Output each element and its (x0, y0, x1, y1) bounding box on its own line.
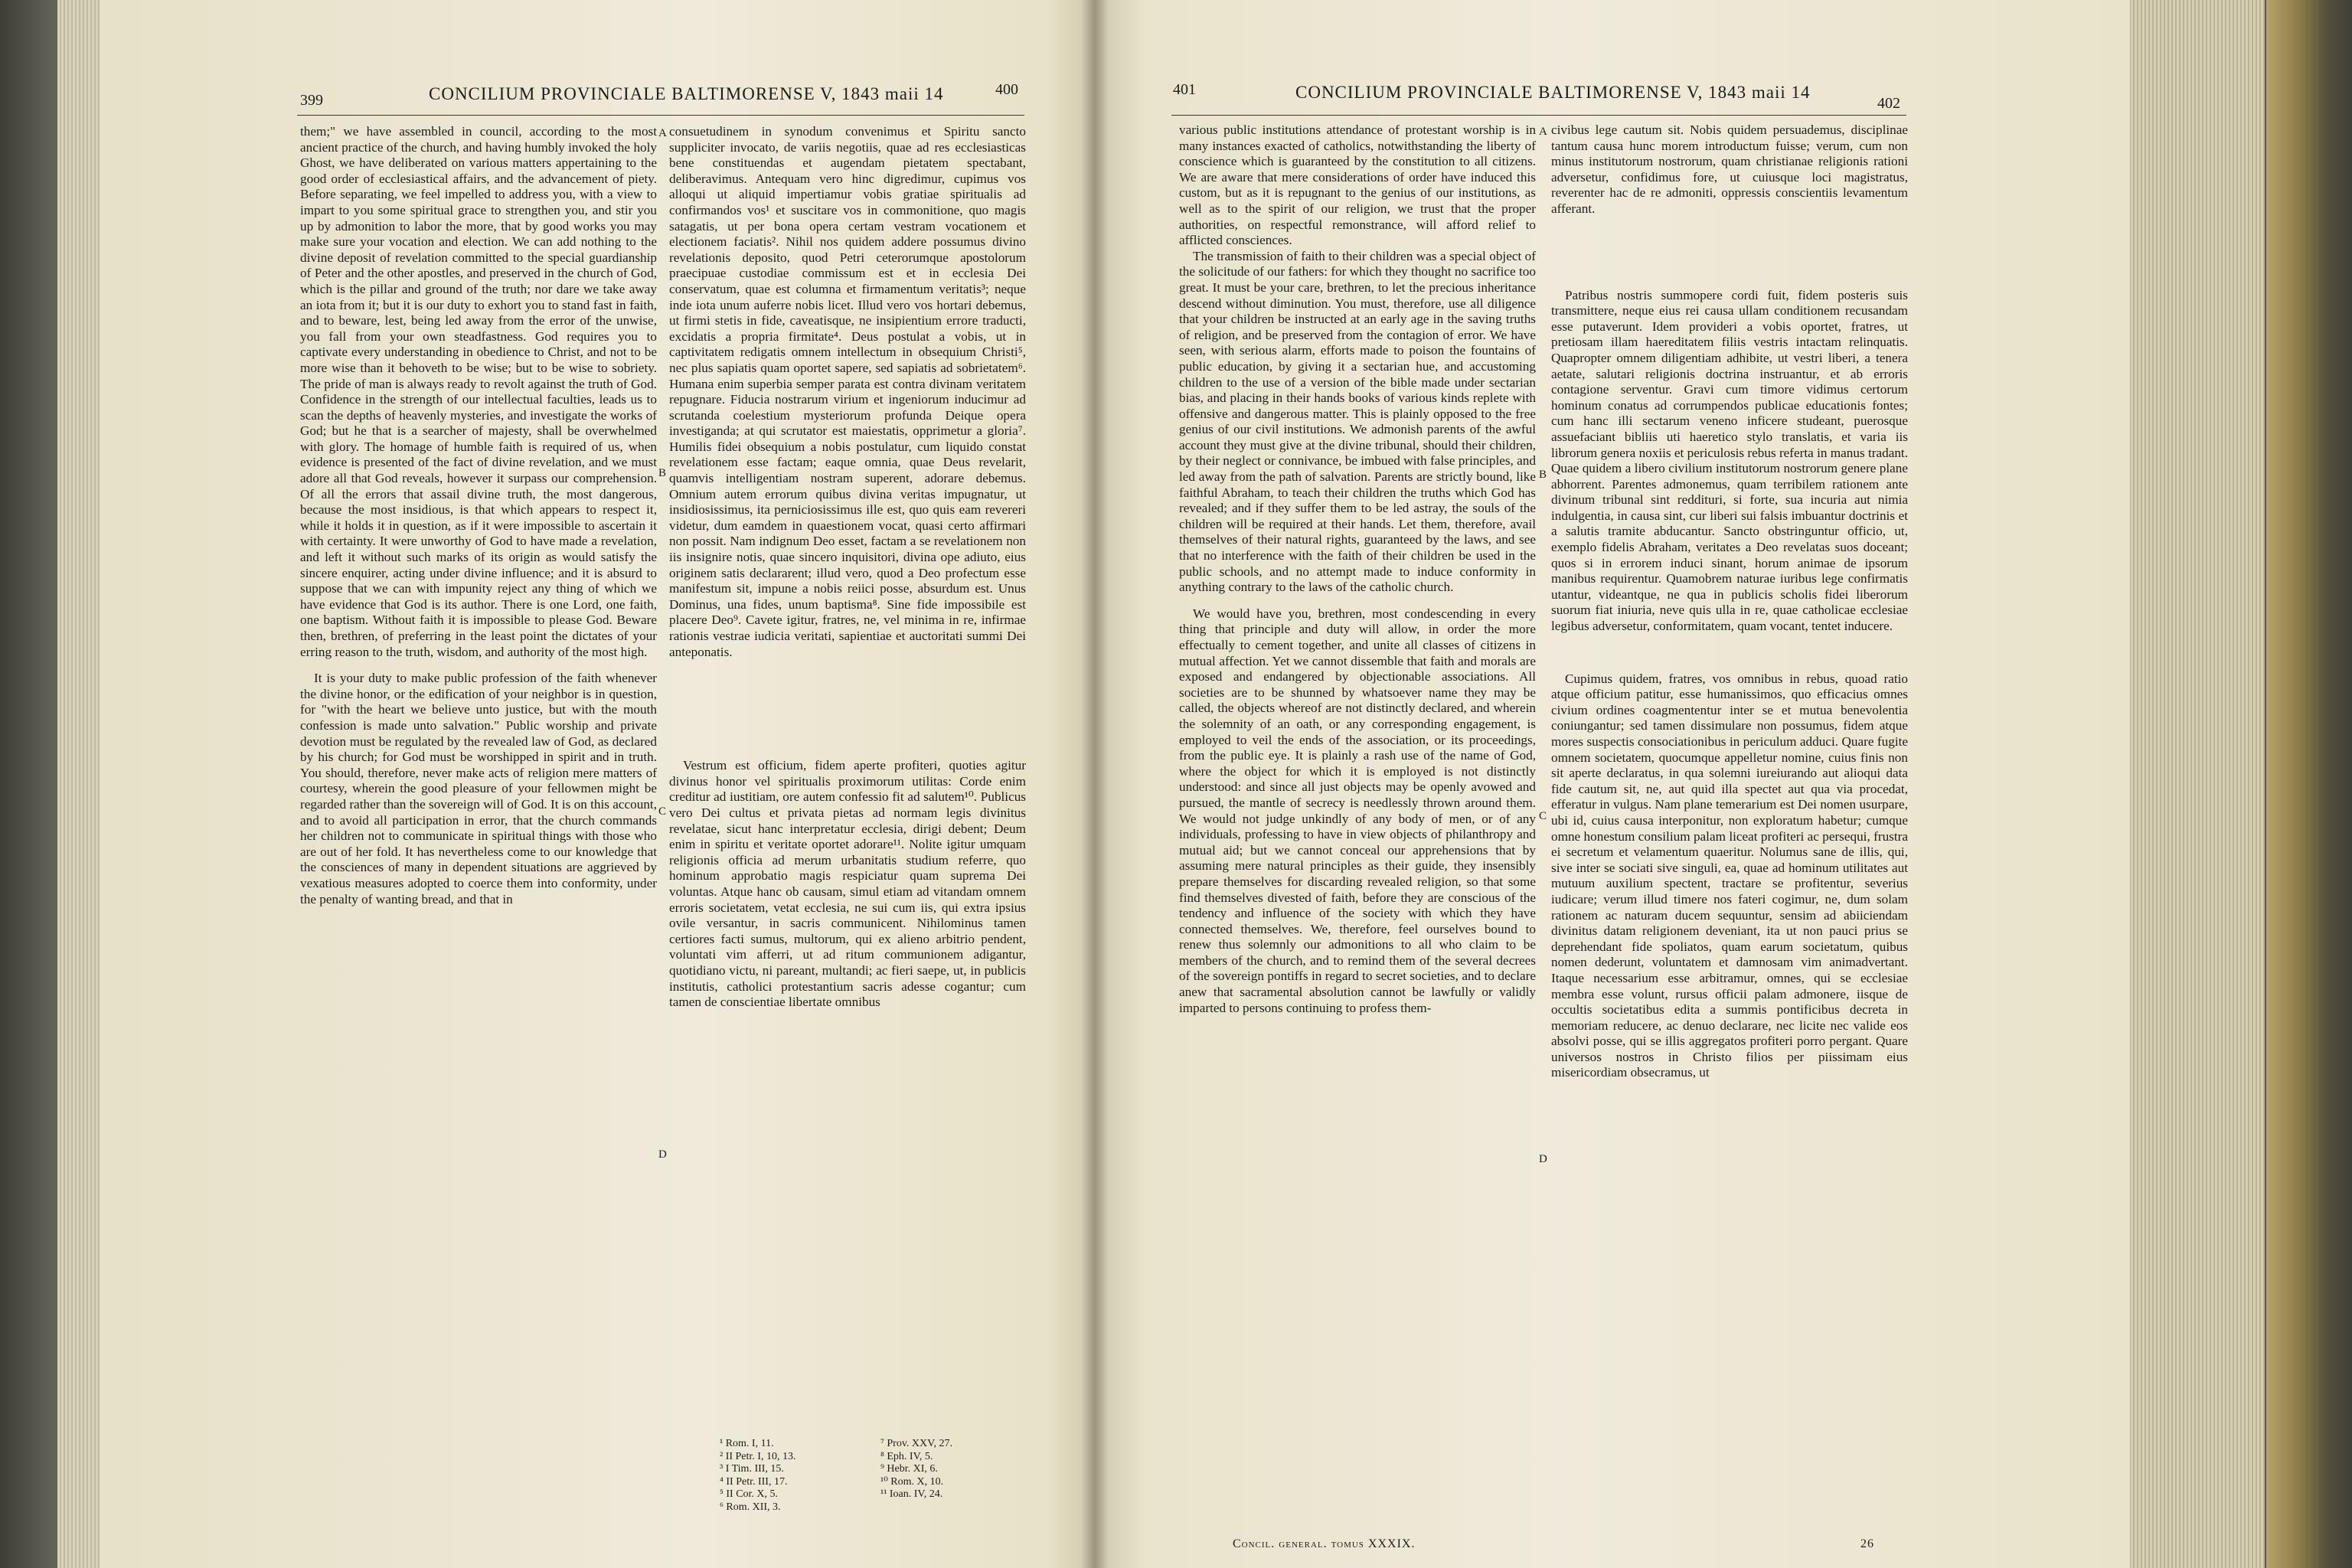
footnote: ³ I Tim. III, 15. (720, 1463, 784, 1475)
page-number-left-a: 399 (300, 92, 323, 109)
english-column-right (1179, 122, 1536, 1016)
header-rule-right (1171, 115, 1906, 116)
footer-signature: Concil. general. tomus XXXIX. (1233, 1537, 1416, 1550)
margin-mark: A (658, 127, 667, 139)
latin-paragraph: Cupimus quidem, fratres, vos omnibus in rebus, quoad ratio atque officium patitur, esse humanissimos, quo efficacius omnes civium ordines coagmententur inter se et mutua benevolentia coniungantur; sed tamen dissimulare non possumus, fidem atque mores suspectis consociationibus in periculum adduci. Quare fugite omnem societatem, quocumque appelletur nomine, cuius finis non sit aperte declaratus, in qua solemni iureiurando aut alioqui data fide cautum sit, ne, aut quid illa spectet aut qua via procedat, efferatur in vulgus. Nam plane temerarium est Dei nomen usurpare, ubi id, cuius causa interponitur, non exploratum habetur; cumque omne honestum consilium palam liceat profiteri ac persequi, frustra ei secretum et velamentum quaeritur. Nolumus sane de illis, qui, sive inter se sociati sive singuli, ea, quae ad hominum utilitates aut mutuum auxilium spectent, tractare se profitentur, severius iudicare; verum illud timere nos fateri cogimur, ne, dum solam rationem ac naturam ducem sequuntur, sensim ad abiiciendam divinitus datam religionem deveniant, ita ut non pauci prius se deprehendant fide spoliatos, quam earum societatum, quibus nomen dederunt, voluntatem et damnosam vim animadvertant. Itaque necessarium esse arbitramur, omnes, qui se ecclesiae membra esse volunt, rursus officii palam admonere, iisque de occultis societatibus edita a summis pontificibus decreta in memoriam reducere, ac denuo declarare, nec licite nec valide eos absolvi posse, qui se illis aggregatos profiteri porro pergant. Quare universos nostros in Christo filios per piissimam eius misericordiam obsecramus, ut (1551, 671, 1908, 1080)
page-edges-right (2127, 0, 2265, 1568)
left-page (100, 0, 1095, 1568)
footnotes-col2 (880, 1438, 952, 1501)
margin-mark: A (1539, 126, 1547, 138)
footer-number: 26 (1860, 1537, 1874, 1550)
latin-paragraph: consuetudinem in synodum convenimus et Spiritu sancto suppliciter invocato, de variis negotiis, quae ad res ecclesiasticas bene constituendas et augendam pietatem spectabant, deliberavimus. Antequam vero hinc digredimur, cupimus vos alloqui ut aliquid impertiamur vobis gratiae spiritualis ad confirmandos vos¹ et suscitare vos in commonitione, quo magis satagatis, ut per bona opera certam vestram vocationem et electionem faciatis². Nihil nos quidem addere possumus divino revelationis deposito, quod Petri ceterorumque apostolorum praecipuae custodiae commissum est et in ecclesia Dei conservatum, quae est columna et firmamentum veritatis³; neque inde iota unum auferre nobis licet. Illud vero vos hortari debemus, ut firmi stetis in fide, caveatisque, ne insipientium errore traducti, excidatis a propria firmitate⁴. Deus postulat a vobis, ut in captivitatem redigatis omnem intellectum in obsequium Christi⁵, nec plus sapiatis quam oportet sapere, sed sapiatis ad sobrietatem⁶. Humana enim superbia semper parata est contra divinam veritatem repugnare. Fiducia nostrarum virium et ingeniorum inducimur ad scrutanda coelestium mysteriorum profunda Deique opera investiganda; at qui scrutator est maiestatis, opprimetur a gloria⁷. Humilis fidei obsequium a nobis postulatur, cum liquido constat revelationem esse factam; eaque omnia, quae Deus revelarit, quamvis intelligentiam nostram superent, adorare debemus. Omnium autem errorum quibus divina veritas impugnatur, ut insidiosissimus, ita perniciosissimus ille est, quo quis eam revereri videtur, dum eamdem in quaestionem vocat, quasi certo affirmari non possit. Nam indignum Deo esset, factam a se revelationem non iis insignire notis, quae sincero inquisitori, divina ope adiuto, eius originem satis declararent; illud vero, quod a Deo profectum esse manifestum sit, impune a nobis reiici posse, absurdum est. Unus Dominus, una fides, unum baptisma⁸. Sine fide impossibile est placere Deo⁹. Cavete igitur, fratres, ne, vel minima in re, infirmae rationis vestrae iudicia veritati, sapientiae et auctoritati summi Dei anteponatis. (669, 124, 1026, 659)
english-paragraph: The transmission of faith to their children was a special object of the solicitude of our fathers: for which they thought no sacrifice too great. It must be your care, brethren, to let the precious inheritance descend without diminution. You must, therefore, use all diligence that your children be instructed at an early age in the saving truths of religion, and be preserved from the contagion of error. We have seen, with serious alarm, efforts made to poison the fountains of public education, by giving it a sectarian hue, and accustoming children to the use of a version of the bible made under sectarian bias, and placing in their hands books of various kinds replete with offensive and dangerous matter. This is plainly opposed to the free genius of our civil institutions. We admonish parents of the awful account they must give at the divine tribunal, should their children, by their neglect or connivance, be imbued with false principles, and led away from the path of salvation. Parents are strictly bound, like faithful Abraham, to teach their children the truths which God has revealed; and if they suffer them to be led astray, the souls of the children will be required at their hands. Let them, therefore, avail themselves of their natural rights, guaranteed by the laws, and see that no interference with the faith of their children be used in the public schools, and no attempt made to induce conformity in anything contrary to the laws of the catholic church. (1179, 248, 1536, 595)
page-number-left-b: 400 (995, 81, 1018, 98)
footnote: ⁵ II Cor. X, 5. (720, 1488, 779, 1500)
footnotes-col1 (720, 1438, 795, 1514)
running-head-left: CONCILIUM PROVINCIALE BALTIMORENSE V, 1843 maii 14 (429, 84, 944, 103)
margin-mark: C (658, 805, 667, 818)
margin-mark: D (1539, 1153, 1547, 1165)
page-number-right-a: 401 (1173, 81, 1196, 98)
footnote: ⁹ Hebr. XI, 6. (880, 1463, 938, 1475)
english-paragraph: It is your duty to make public profession of the faith whenever the divine honor, or the edification of your neighbor is in question, for "with the heart we believe unto justice, but with the mouth confession is made unto salvation." Public worship and private devotion must be regulated by the revealed law of God, as declared by his church; for God must be worshipped in spirit and in truth. You should, therefore, never make acts of religion mere matters of courtesy, wherein the good pleasure of your fellowmen might be regarded rather than the sovereign will of God. It is on this account, and to avoid all participation in error, that the church commands her children not to communicate in spiritual things with those who are out of her fold. It has nevertheless come to our knowledge that the consciences of many in dependent situations are aggrieved by vexatious measures adopted to coerce them into conformity, under the penalty of wanting bread, and that in (300, 671, 657, 906)
latin-paragraph: civibus lege cautum sit. Nobis quidem persuademus, disciplinae tantum causa hunc morem introductum fuisse; verum, cum non minus institutorum nostrorum, quam christianae religionis rationi adversetur, confidimus fore, ut cuiusque loci magistratus, reverenter hac de re admoniti, oppressis conscientiis levamentum afferant. (1551, 122, 1908, 216)
running-head-right: CONCILIUM PROVINCIALE BALTIMORENSE V, 1843 maii 14 (1295, 83, 1811, 102)
header-rule-left (297, 115, 1024, 116)
footnote: ⁷ Prov. XXV, 27. (880, 1438, 952, 1449)
page-number-right-b: 402 (1877, 95, 1900, 112)
english-paragraph: We would have you, brethren, most condescending in every thing that principle and duty will allow, in order the more effectually to cement together, and unite all classes of citizens in mutual affection. Yet we cannot dissemble that faith and morals are exposed and endangered by objectionable associations. All societies are to be shunned by whatsoever name they may be called, the objects whereof are not distinctly declared, and wherein the solemnity of an oath, or any corresponding engagement, is employed to veil the ends of the association, or its proceedings, from the public eye. It is plainly a rash use of the name of God, where the object for which it is employed is not distinctly understood: and since all just objects may be openly avowed and pursued, the mantle of secrecy is needlessly thrown around them. We would not judge unkindly of any body of men, or of any individuals, professing to have in view objects of philanthropy and mutual aid; but we cannot conceal our apprehensions that by assuming mere natural principles as their guide, they insensibly prepare themselves for discarding revealed religion, so that some find themselves divested of faith, before they are conscious of the tendency and influence of the society with which they have connected themselves. We, therefore, feel ourselves bound to renew thus solemnly our admonitions to all who claim to be members of the church, and to remind them of the several decrees of the sovereign pontiffs in regard to secret societies, and to declare anew that sacramental absolution cannot be lawfully or validly imparted to persons continuing to profess them- (1179, 606, 1536, 1015)
footnote: ⁴ II Petr. III, 17. (720, 1475, 788, 1488)
footnote: ⁸ Eph. IV, 5. (880, 1450, 933, 1462)
footnote: ² II Petr. I, 10, 13. (720, 1450, 796, 1462)
latin-paragraph: Vestrum est officium, fidem aperte profiteri, quoties agitur divinus honor vel spiritualis proximorum utilitas: Corde enim creditur ad iustitiam, ore autem confessio fit ad salutem¹⁰. Publicus vero Dei cultus et privata pietas ad normam legis divinitus revelatae, sicut hanc interpretatur ecclesia, dirigi debent; Deum enim in spiritu et veritate oportet adorare¹¹. Nolite igitur umquam religionis officia ad merum urbanitatis studium referre, quo hominum approbatio magis respiciatur quam suprema Dei voluntas. Atque hanc ob causam, simul etiam ad vitandam omnem erroris societatem, vetat ecclesia, ne sui cum iis, qui extra ipsius ovile versantur, in sacris communicent. Nihilominus tamen certiores facti sumus, multorum, qui ex alieno arbitrio pendent, voluntati vim afferri, ut ad ritum communionem adigantur, quotidiano victu, ni pareant, multandi; ac fieri saepe, ut, in publicis institutis, catholici protestantium sacris adesse cogantur; cum tamen de conscientiae libertate omnibus (669, 758, 1026, 1010)
footnote: ¹¹ Ioan. IV, 24. (880, 1488, 943, 1500)
right-page (1095, 0, 2130, 1568)
english-column-left (300, 124, 657, 907)
margin-mark: D (658, 1148, 667, 1161)
book-cover-right (2266, 0, 2352, 1568)
latin-column-left (669, 124, 1026, 1011)
english-paragraph: them;" we have assembled in council, according to the most ancient practice of the church, and having humbly invoked the holy Ghost, we have deliberated on various matters appertaining to the good order of ecclesiastical affairs, and the advancement of piety. Before separating, we feel impelled to address you, with a view to impart to you some spiritual grace to strengthen you, and stir you up by admonition to labor the more, that by good works you may make sure your vocation and election. We can add nothing to the divine deposit of revelation committed to the special guardianship of Peter and the other apostles, and preserved in the church of God, which is the pillar and ground of the truth; nor dare we take away an iota from it; but it is our duty to exhort you to stand fast in faith, and to beware, lest, being led away from the error of the unwise, you fall from your own steadfastness. God requires you to captivate every understanding in obedience to Christ, and not to be more wise than it behoveth to be wise; but to be wise to sobriety. The pride of man is always ready to revolt against the truth of God. Confidence in the strength of our intellectual faculties, leads us to scan the depths of heavenly mysteries, and investigate the works of God; but he that is a searcher of majesty, shall be overwhelmed with glory. The homage of humble faith is required of us, when evidence is presented of the fact of divine revelation, and we must adore all that God reveals, however it surpass our comprehension. Of all the errors that assail divine truth, the most dangerous, because the most insidious, is that which appears to respect it, while it holds it in question, as if it were impossible to ascertain it with certainty. It were unworthy of God to have made a revelation, and left it without such marks of its origin as would satisfy the sincere enquirer, acting under divine influence; and it is absurd to suppose that we can with impunity reject any thing of which we have evidence that God is its author. There is one Lord, one faith, one baptism. Without faith it is impossible to please God. Beware then, brethren, of preferring in the least point the dictates of your erring reason to the truth, wisdom, and authority of the most high. (300, 124, 657, 659)
footnote: ¹ Rom. I, 11. (720, 1438, 774, 1449)
margin-mark: B (658, 467, 667, 479)
page-edges-left (57, 0, 103, 1568)
margin-mark: C (1539, 810, 1547, 822)
margin-mark: B (1539, 469, 1547, 481)
english-paragraph: various public institutions attendance of protestant worship is in many instances exacted of catholics, notwithstanding the liberty of conscience which is guaranteed by the constitution to all citizens. We are aware that mere considerations of order have induced this custom, but as it is repugnant to the genius of our institutions, as well as to the spirit of our religion, we trust that the proper authorities, on respectful remonstrance, will afford relief to afflicted consciences. (1179, 122, 1536, 248)
footnote: ¹⁰ Rom. X, 10. (880, 1475, 944, 1488)
book-gutter (1081, 0, 1109, 1568)
latin-column-right (1551, 122, 1908, 1081)
footnote: ⁶ Rom. XII, 3. (720, 1501, 781, 1513)
latin-paragraph: Patribus nostris summopere cordi fuit, fidem posteris suis transmittere, neque eius rei causa ullam conditionem recusandam esse putaverunt. Idem provideri a vobis oportet, fratres, ut pretiosam illam haereditatem filiis vestris intactam relinquatis. Quapropter omnem diligentiam adhibite, ut vestri liberi, a tenera aetate, salutari religionis doctrina instruantur, et ab erroris contagione serventur. Gravi cum timore vidimus certorum hominum conatus ad corrumpendos publicae educationis fontes; cum hanc illi sectarum veneno inficere studeant, puerosque assuefaciant bibliis uti haeretico stylo translatis, et varia iis librorum genera noxiis et periculosis rebus referta in manus tradant. Quae quidem a libero civilium institutorum nostrorum genere plane abhorrent. Parentes admonemus, quam terribilem rationem ante divinum tribunal sint reddituri, si forte, sua incuria aut nimia indulgentia, in causa sint, cur liberi sui falsis imbuantur doctrinis et a salutis tramite abducantur. Sancto obstringuntur officio, ut, exemplo fidelis Abraham, veritates a Deo revelatas suos doceant; quos si in errorem induci sinant, horum animae de ipsorum manibus requirentur. Quamobrem naturae iuribus lege confirmatis utantur, videantque, ne qua in publicis scholis fidei liberorum suorum fiat iniuria, neve quis ulla in re, quae catholicae ecclesiae legibus adversetur, conformitatem, quam vocant, tentet inducere. (1551, 287, 1908, 634)
